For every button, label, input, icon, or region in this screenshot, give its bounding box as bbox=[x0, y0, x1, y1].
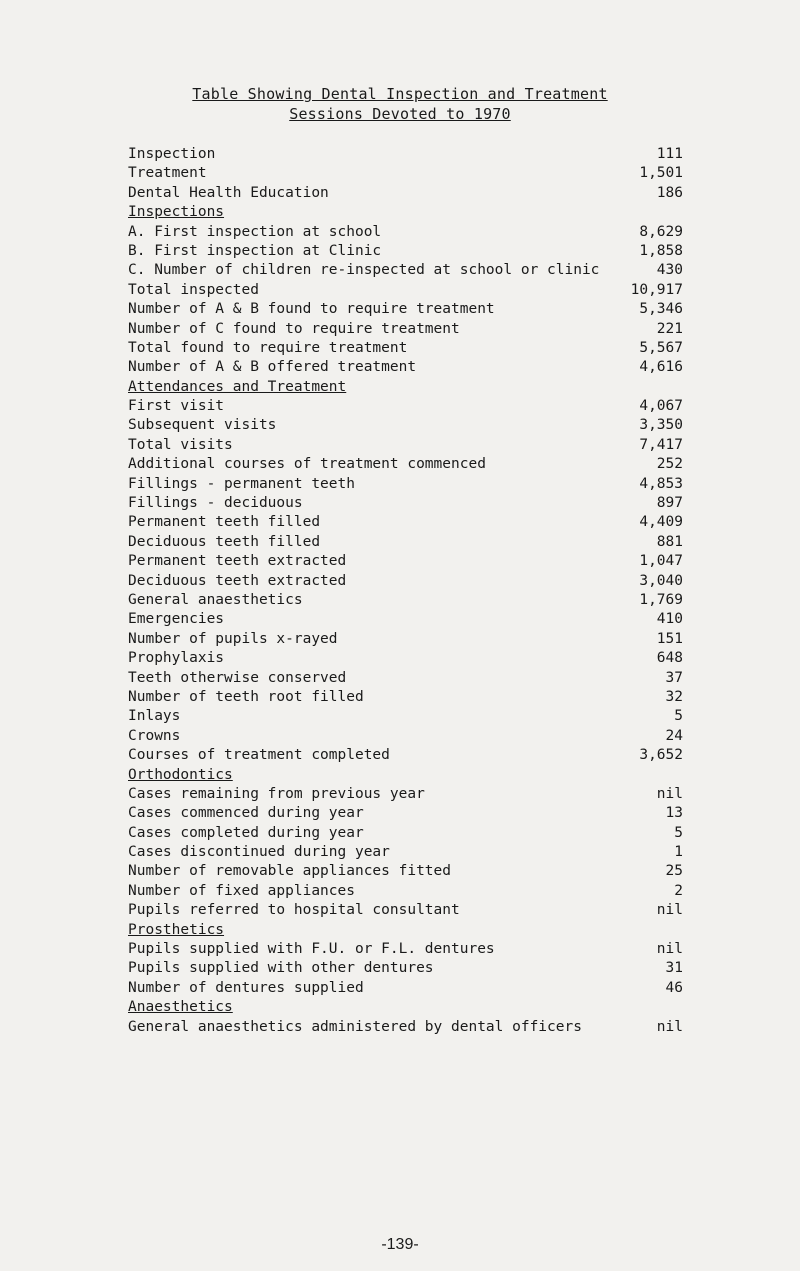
row-label: Cases remaining from previous year bbox=[128, 785, 425, 802]
section-heading bbox=[128, 766, 683, 785]
table-row bbox=[128, 494, 683, 513]
table-row bbox=[128, 436, 683, 455]
row-label: Total found to require treatment bbox=[128, 339, 408, 356]
row-label: Emergencies bbox=[128, 611, 225, 628]
row-value: 5,567 bbox=[639, 339, 683, 356]
row-label: Crowns bbox=[128, 727, 181, 744]
table-row bbox=[128, 610, 683, 629]
row-value: 25 bbox=[665, 863, 683, 880]
table-row bbox=[128, 882, 683, 901]
row-value: nil bbox=[656, 902, 683, 919]
table-row bbox=[128, 184, 683, 203]
row-value: 881 bbox=[656, 533, 683, 550]
row-label: Deciduous teeth extracted bbox=[128, 572, 347, 589]
row-label: Number of fixed appliances bbox=[128, 882, 355, 899]
section-heading-label: Orthodontics bbox=[128, 766, 233, 783]
table-row bbox=[128, 572, 683, 591]
table-row bbox=[128, 513, 683, 532]
row-label: Permanent teeth extracted bbox=[128, 553, 347, 570]
row-label: General anaesthetics bbox=[128, 591, 303, 608]
table-row bbox=[128, 164, 683, 183]
row-label: Deciduous teeth filled bbox=[128, 533, 321, 550]
section-heading bbox=[128, 203, 683, 222]
table-row bbox=[128, 552, 683, 571]
row-value: 430 bbox=[656, 262, 683, 279]
table-row bbox=[128, 959, 683, 978]
table-row bbox=[128, 707, 683, 726]
row-value: 37 bbox=[665, 669, 683, 686]
table-row bbox=[128, 339, 683, 358]
row-value: 31 bbox=[665, 960, 683, 977]
row-label: Number of A & B found to require treatment bbox=[128, 301, 495, 318]
row-label: Number of removable appliances fitted bbox=[128, 863, 452, 880]
table-row bbox=[128, 261, 683, 280]
row-value: 1,501 bbox=[639, 165, 683, 182]
section-heading-label: Prosthetics bbox=[128, 921, 225, 938]
row-value: nil bbox=[656, 1018, 683, 1035]
table-row bbox=[128, 475, 683, 494]
row-value: 5 bbox=[674, 824, 683, 841]
row-value: 32 bbox=[665, 688, 683, 705]
row-label: General anaesthetics administered by dental officers bbox=[128, 1018, 582, 1035]
table-row bbox=[128, 979, 683, 998]
row-value: 24 bbox=[665, 727, 683, 744]
table-row bbox=[128, 397, 683, 416]
section-heading-label: Anaesthetics bbox=[128, 999, 233, 1016]
row-value: 1,769 bbox=[639, 591, 683, 608]
row-label: Number of pupils x-rayed bbox=[128, 630, 338, 647]
table-row bbox=[128, 727, 683, 746]
page-subtitle: Sessions Devoted to 1970 bbox=[289, 105, 511, 123]
row-label: Number of C found to require treatment bbox=[128, 320, 460, 337]
row-label: Cases completed during year bbox=[128, 824, 364, 841]
table-row bbox=[128, 746, 683, 765]
row-value: 3,040 bbox=[639, 572, 683, 589]
row-label: Cases discontinued during year bbox=[128, 844, 390, 861]
row-label: Pupils supplied with other dentures bbox=[128, 960, 434, 977]
row-value: 3,652 bbox=[639, 747, 683, 764]
row-label: Total visits bbox=[128, 436, 233, 453]
page-title: Table Showing Dental Inspection and Treatment bbox=[192, 85, 608, 103]
row-value: 186 bbox=[656, 184, 683, 201]
row-label: Additional courses of treatment commenced bbox=[128, 456, 486, 473]
row-value: 897 bbox=[656, 495, 683, 512]
row-label: Fillings - deciduous bbox=[128, 495, 303, 512]
table-row bbox=[128, 358, 683, 377]
row-label: Prophylaxis bbox=[128, 650, 225, 667]
row-value: 151 bbox=[656, 630, 683, 647]
row-value: 648 bbox=[656, 650, 683, 667]
row-value: 4,616 bbox=[639, 359, 683, 376]
row-value: 8,629 bbox=[639, 223, 683, 240]
table-row bbox=[128, 281, 683, 300]
table-row bbox=[128, 320, 683, 339]
table-row bbox=[128, 688, 683, 707]
table-row bbox=[128, 824, 683, 843]
row-label: First visit bbox=[128, 398, 225, 415]
row-value: nil bbox=[656, 941, 683, 958]
section-heading bbox=[128, 998, 683, 1017]
row-label: C. Number of children re-inspected at school or clinic bbox=[128, 262, 600, 279]
row-label: Dental Health Education bbox=[128, 184, 329, 201]
row-value: 46 bbox=[665, 979, 683, 996]
row-value: 1,047 bbox=[639, 553, 683, 570]
row-label: Courses of treatment completed bbox=[128, 747, 390, 764]
row-value: 5 bbox=[674, 708, 683, 725]
table-row bbox=[128, 223, 683, 242]
table-row bbox=[128, 416, 683, 435]
row-label: Permanent teeth filled bbox=[128, 514, 321, 531]
row-label: Subsequent visits bbox=[128, 417, 277, 434]
table-row bbox=[128, 669, 683, 688]
row-label: Cases commenced during year bbox=[128, 805, 364, 822]
row-label: Pupils referred to hospital consultant bbox=[128, 902, 460, 919]
row-label: Fillings - permanent teeth bbox=[128, 475, 355, 492]
row-value: 1 bbox=[674, 844, 683, 861]
table-row bbox=[128, 242, 683, 261]
row-label: B. First inspection at Clinic bbox=[128, 242, 382, 259]
row-value: 252 bbox=[656, 456, 683, 473]
table-row bbox=[128, 940, 683, 959]
table-row bbox=[128, 533, 683, 552]
section-heading-label: Inspections bbox=[128, 204, 225, 221]
table-row bbox=[128, 804, 683, 823]
row-value: 10,917 bbox=[630, 281, 683, 298]
table-row bbox=[128, 862, 683, 881]
row-label: Treatment bbox=[128, 165, 207, 182]
dental-statistics-table bbox=[128, 145, 683, 1037]
row-label: Number of teeth root filled bbox=[128, 688, 364, 705]
row-value: 5,346 bbox=[639, 301, 683, 318]
table-row bbox=[128, 591, 683, 610]
row-label: Total inspected bbox=[128, 281, 259, 298]
row-label: Number of dentures supplied bbox=[128, 979, 364, 996]
table-row bbox=[128, 630, 683, 649]
table-row bbox=[128, 785, 683, 804]
row-value: 2 bbox=[674, 882, 683, 899]
table-row bbox=[128, 901, 683, 920]
row-value: 7,417 bbox=[639, 436, 683, 453]
row-label: Teeth otherwise conserved bbox=[128, 669, 347, 686]
row-value: nil bbox=[656, 785, 683, 802]
row-label: Pupils supplied with F.U. or F.L. dentures bbox=[128, 941, 495, 958]
row-label: Inspection bbox=[128, 146, 216, 162]
row-label: Inlays bbox=[128, 708, 181, 725]
row-value: 221 bbox=[656, 320, 683, 337]
row-value: 3,350 bbox=[639, 417, 683, 434]
row-value: 4,853 bbox=[639, 475, 683, 492]
section-heading bbox=[128, 921, 683, 940]
row-value: 111 bbox=[656, 146, 683, 162]
table-row bbox=[128, 455, 683, 474]
row-value: 13 bbox=[665, 805, 683, 822]
row-value: 1,858 bbox=[639, 242, 683, 259]
table-row bbox=[128, 649, 683, 668]
table-row bbox=[128, 843, 683, 862]
section-heading bbox=[128, 378, 683, 397]
row-label: A. First inspection at school bbox=[128, 223, 382, 240]
table-row bbox=[128, 300, 683, 319]
section-heading-label: Attendances and Treatment bbox=[128, 378, 347, 395]
row-value: 410 bbox=[656, 611, 683, 628]
page-number: -139- bbox=[381, 1236, 419, 1253]
row-value: 4,067 bbox=[639, 398, 683, 415]
row-label: Number of A & B offered treatment bbox=[128, 359, 417, 376]
row-value: 4,409 bbox=[639, 514, 683, 531]
table-row bbox=[128, 145, 683, 164]
table-row bbox=[128, 1018, 683, 1037]
